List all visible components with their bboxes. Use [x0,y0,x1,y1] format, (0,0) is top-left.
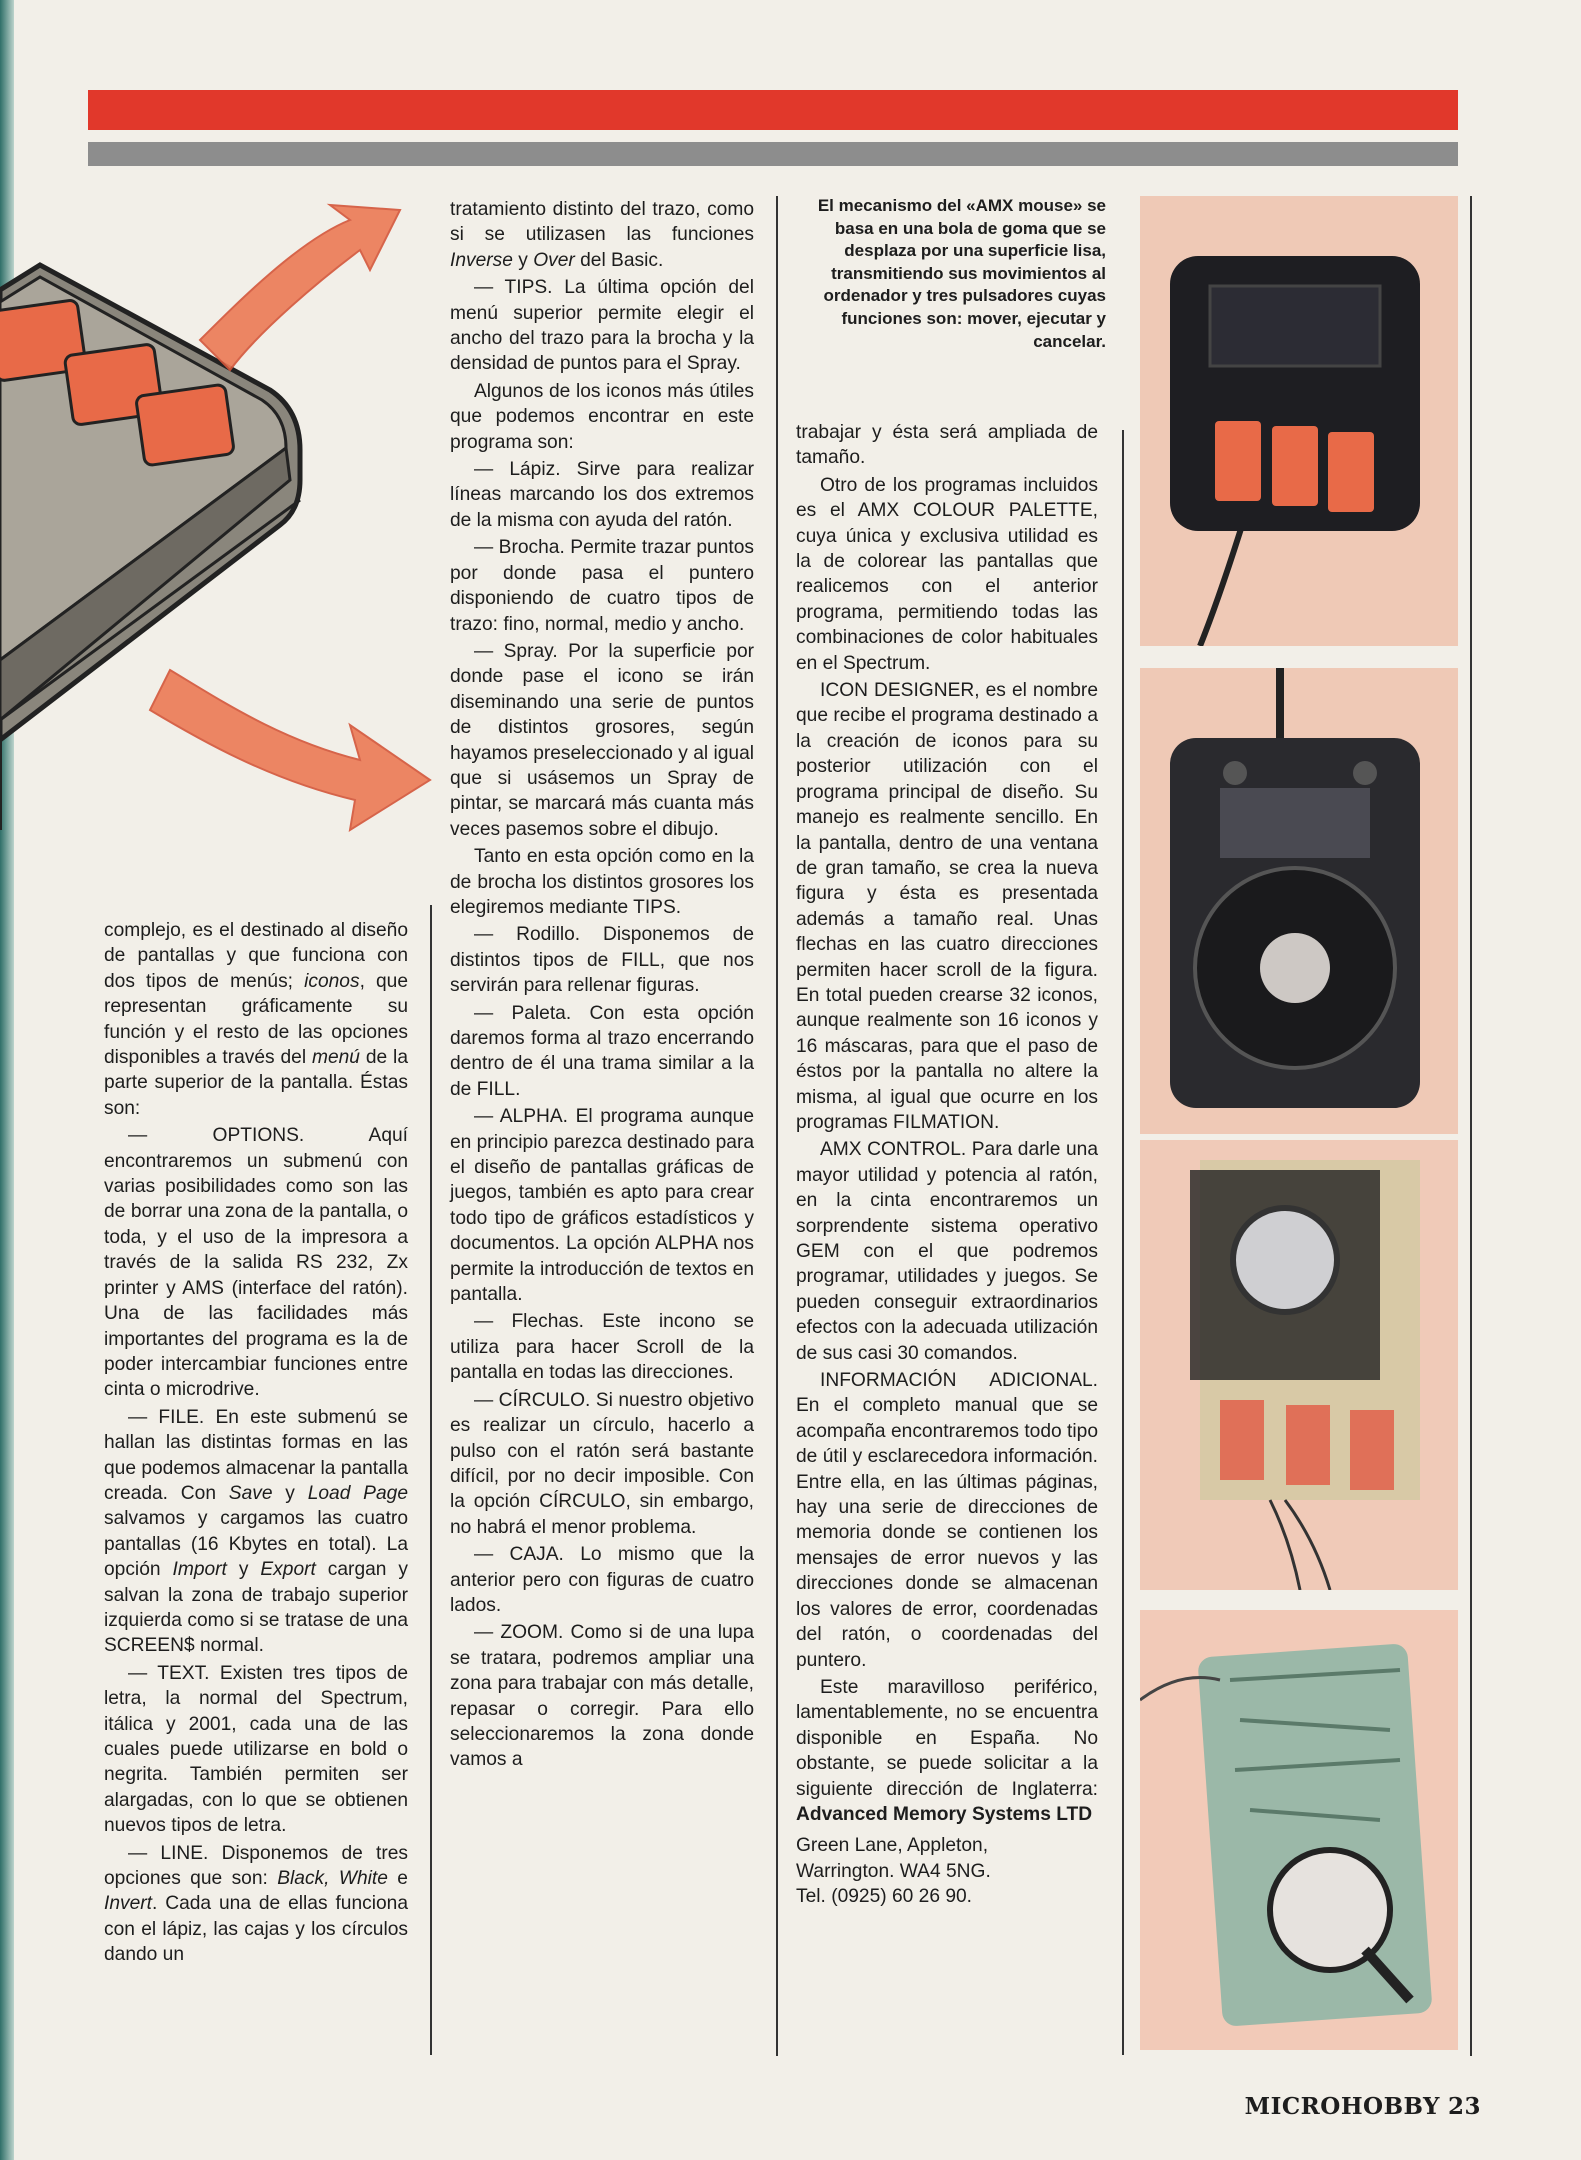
address-line-3: Tel. (0925) 60 26 90. [796,1886,973,1908]
photo-mouse-internals [1140,1140,1458,1590]
company-name: Advanced Memory Systems LTD [796,1803,1093,1825]
text-column-3 [796,420,1098,1910]
col2-paragraph-zoom: — ZOOM. Como si de una lupa se tratara, podremos ampliar una zona para trabajar con más detalle, repasar o corregir. Para ello seleccionaremos la zona donde vamos a [450,1622,754,1771]
text-column-2 [450,197,754,1775]
magazine-name: MICROHOBBY [1244,2093,1440,2120]
illustration-button-3 [136,384,235,466]
photo-caption: El mecanismo del «AMX mouse» se basa en una bola de goma que se desplaza por una superficie lisa, transmitiendo sus movimientos al ordenador y tres pulsadores cuyas funciones son: mover, ejecutar y cancelar. [817,196,1106,351]
col2-paragraph-tips: — TIPS. La última opción del menú superior permite elegir el ancho del trazo para la brocha y la densidad de puntos para el Spray. [450,277,754,375]
column-rule-1 [430,905,432,2055]
col2-paragraph-caja: — CAJA. Lo mismo que la anterior pero con figuras de cuatro lados. [450,1544,754,1616]
col2-paragraph-paleta: — Paleta. Con esta opción daremos forma al trazo encerrando dentro de él una trama similar a la de FILL. [450,1002,754,1100]
photo-button-left [1215,421,1261,501]
col1-paragraph-file: — FILE. En este submenú se hallan las distintas formas en las que podemos almacenar la pantalla creada. Con Save y Load Page salvamos y cargamos las cuatro pantallas (16 Kbytes en total). La opción Import y Export cargan y salvan la zona de trabajo superior izquierda como si se tratase de una SCREEN$ normal. [104,1406,409,1657]
address-line-2: Warrington. WA4 5NG. [796,1860,991,1882]
address-line-1: Green Lane, Appleton, [796,1835,989,1857]
col3-paragraph-periferico: Este maravilloso periférico, lamentablemente, no se encuentra disponible en España. No obstante, se puede solicitar a la siguiente dirección de Inglaterra: Advanced Memory Systems LTD [796,1676,1098,1825]
col3-paragraph-amx-control: AMX CONTROL. Para darle una mayor utilidad y potencia al ratón, en la cinta encontraremos un sorprendente sistema operativo GEM con el que podremos programar, utilidades y juegos. Se pueden conseguir extraordinarios efectos con la adecuada utilización de sus casi 30 comandos. [796,1139,1098,1364]
col2-paragraph-spray: — Spray. Por la superficie por donde pase el icono se irán diseminando una serie de puntos de distintos grosores, según hayamos preseleccionado y al igual que si usásemos un Spray de pintar, se marcará más cuanta más veces pasemos sobre el dibujo. [450,640,754,840]
col3-paragraph-informacion: INFORMACIÓN ADICIONAL. En el completo manual que se acompaña encontraremos todo tipo de útil y esclarecedora información. Entre ella, en las últimas páginas, hay una serie de direcciones de memoria donde se contienen los mensajes de error nuevos y las direcciones donde se almacenan los valores de error, coordenadas del ratón, o coordenadas del puntero. [796,1370,1098,1671]
col2-paragraph-tanto: Tanto en esta opción como en la de brocha los distintos grosores los elegiremos mediante TIPS. [450,846,754,918]
col2-paragraph-rodillo: — Rodillo. Disponemos de distintos tipos de FILL, que nos servirán para rellenar figuras. [450,924,754,997]
col1-paragraph-1: complejo, es el destinado al diseño de pantallas y que funciona con dos tipos de menús; iconos, que representan gráficamente su función y el resto de las opciones disponibles a través del menú de la parte superior de la pantalla. Éstas son: [104,920,408,1119]
page-footer [1237,2093,1481,2120]
column-rule-3 [1122,430,1124,2055]
photo-button-right [1328,432,1374,512]
col3-paragraph-1: trabajar y ésta será ampliada de tamaño. [796,422,1098,469]
col2-paragraph-iconos: Algunos de los iconos más útiles que podemos encontrar en este programa son: [450,380,754,453]
col2-paragraph-brocha: — Brocha. Permite trazar puntos por donde pasa el puntero disponiendo de cuatro tipos de trazo: fino, normal, medio y ancho. [450,537,754,635]
col2-paragraph-1: tratamiento distinto del trazo, como si se utilizasen las funciones Inverse y Over del Basic. [450,199,754,271]
photo-button-middle [1272,426,1318,506]
header-red-bar [88,90,1458,130]
photo-mouse-top [1140,196,1458,646]
col1-paragraph-options: — OPTIONS. Aquí encontraremos un submenú con varias posibilidades como son las de borrar una zona de la pantalla, o toda, y el uso de la impresora a través de la salida RS 232, Zx printer y AMS (interface del ratón). Una de las facilidades más importantes del programa es la de poder intercambiar funciones entre cinta o microdrive. [104,1125,408,1401]
col2-paragraph-flechas: — Flechas. Este incono se utiliza para hacer Scroll de la pantalla en todas las direcciones. [450,1311,754,1384]
col1-paragraph-text: — TEXT. Existen tres tipos de letra, la normal del Spectrum, itálica y 2001, cada una de las cuales puede utilizarse en bold o negrita. También permiten ser alargadas, con lo que se obtienen nuevos tipos de letra. [104,1662,408,1837]
col3-paragraph-palette: Otro de los programas incluidos es el AMX COLOUR PALETTE, cuya única y exclusiva utilidad es la de colorear las pantallas que realicemos con el anterior programa, permitiendo todas las combinaciones de color habituales en el Spectrum. [796,474,1098,674]
col2-paragraph-alpha: — ALPHA. El programa aunque en principio parezca destinado para el diseño de pantallas gráficas de juegos, también es apto para crear todo tipo de gráficos estadísticos y documentos. La opción ALPHA nos permite la introducción de textos en pantalla. [450,1106,755,1306]
mouse-illustration [0,180,450,880]
photo-mouse-bottom [1140,668,1458,1134]
col2-paragraph-lapiz: — Lápiz. Sirve para realizar líneas marcando los dos extremos de la misma con ayuda del ratón. [450,459,754,531]
col1-paragraph-line: — LINE. Disponemos de tres opciones que son: Black, White e Invert. Cada una de ellas funciona con el lápiz, las cajas y los círculos dando un [104,1842,408,1966]
col3-paragraph-icon-designer: ICON DESIGNER, es el nombre que recibe el programa destinado a la creación de iconos para su posterior utilización con el programa principal de diseño. Su manejo es realmente sencillo. En la pantalla, dentro de una ventana de gran tamaño, se crea la nueva figura y ésta es presentada además a tamaño real. Unas flechas en las cuatro direcciones permiten hacer scroll de la figura. En total pueden crearse 32 iconos, aunque realmente son 16 iconos y 16 máscaras, para que el paso de éstos por la pantalla no altere la misma, al igual que ocurre en los programas FILMATION. [796,680,1098,1133]
company-address [796,1833,1098,1909]
header-gray-bar [88,142,1458,166]
photo-circuit-board [1140,1610,1458,2050]
column-rule-2 [776,196,778,2056]
column-rule-4 [1470,196,1472,2056]
text-column-1 [104,918,408,1970]
page-number: 23 [1447,2093,1481,2120]
col2-paragraph-circulo: — CÍRCULO. Si nuestro objetivo es realizar un círculo, hacerlo a pulso con el ratón será bastante difícil, por no decir imposible. Con la opción CÍRCULO, sin embargo, no habrá el menor problema. [450,1389,754,1538]
